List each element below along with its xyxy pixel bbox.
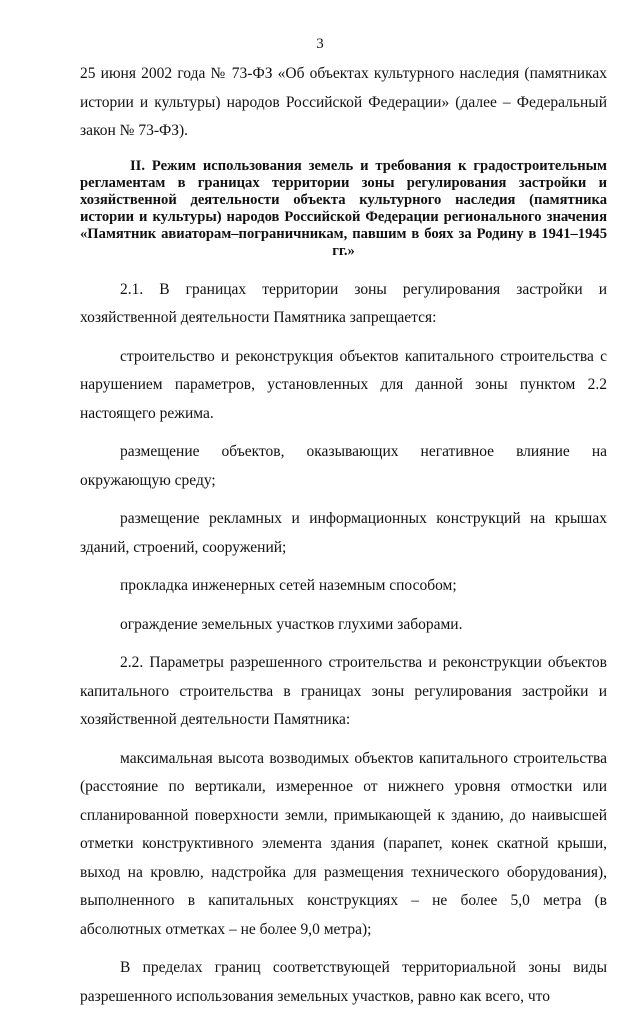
- paragraph-ban-construction: строительство и реконструкция объектов капитального строительства с нарушением параметров, установленных для данной зоны пунктом 2.2 настоящего режима.: [80, 347, 607, 422]
- document-body: [80, 60, 607, 1011]
- page-number: 3: [316, 36, 324, 52]
- intro-paragraph: 25 июня 2002 года № 73-ФЗ «Об объектах культурного наследия (памятниках истории и культуры) народов Российской Федерации» (далее – Федеральный закон № 73-ФЗ).: [80, 65, 607, 139]
- paragraph-2-2: 2.2. Параметры разрешенного строительства и реконструкции объектов капитального строительства в границах зоны регулирования застройки и хозяйственной деятельности Памятника:: [80, 654, 607, 728]
- paragraph-max-height: максимальная высота возводимых объектов капитального строительства (расстояние по вертикали, измеренное от нижнего уровня отмостки или спланированной поверхности земли, примыкающей к зданию, до наивысшей отметки конструктивного элемента здания (парапет, конек скатной крыши, выход на кровлю, надстройка для размещения технического оборудования), выполненного в капитальных конструкциях – не более 5,0 метра (в абсолютных отметках – не более 9,0 метра);: [80, 749, 607, 938]
- paragraph-permitted-use: В пределах границ соответствующей территориальной зоны виды разрешенного использования земельных участков, равно как всего, что: [80, 959, 607, 1005]
- section-heading: II. Режим использования земель и требования к градостроительным регламентам в границах территории зоны регулирования застройки и хозяйственной деятельности объекта культурного наследия (памятника истории и культуры) народов Российской Федерации регионального значения «Памятник авиаторам–пограничникам, павшим в боях за Родину в 1941–1945 гг.»: [80, 157, 607, 259]
- paragraph-ban-networks: прокладка инженерных сетей наземным способом;: [120, 577, 457, 594]
- paragraph-2-1: 2.1. В границах территории зоны регулирования застройки и хозяйственной деятельности Памятника запрещается:: [80, 280, 607, 326]
- paragraph-ban-negative-impact: размещение объектов, оказывающих негативное влияние на окружающую среду;: [80, 443, 607, 489]
- paragraph-ban-advertising: размещение рекламных и информационных конструкций на крышах зданий, строений, сооружений;: [80, 510, 607, 556]
- paragraph-ban-fences: ограждение земельных участков глухими заборами.: [120, 615, 463, 633]
